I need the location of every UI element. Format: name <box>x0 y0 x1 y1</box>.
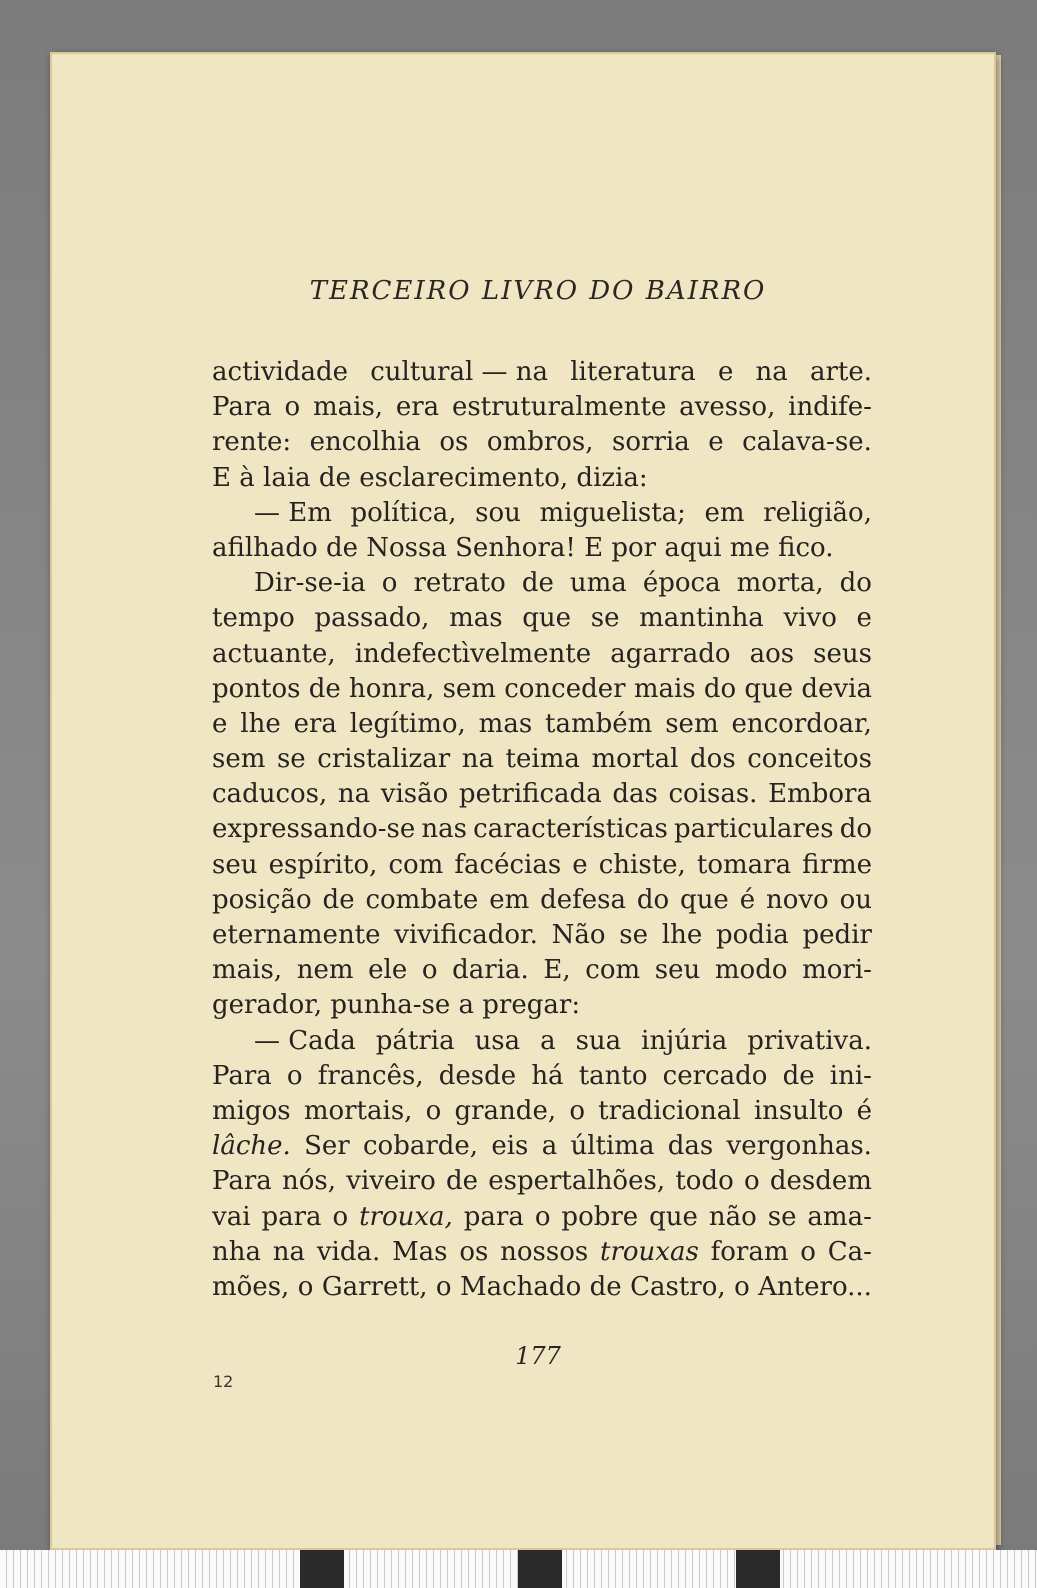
word: caducos, <box>212 779 328 810</box>
word: Embora <box>768 779 872 810</box>
word: na <box>337 779 371 810</box>
signature-mark: 12 <box>213 1372 234 1391</box>
word: o <box>743 1166 760 1197</box>
word: passado, <box>314 603 430 634</box>
word: Dir-se-ia <box>254 568 366 599</box>
word: desdem <box>769 1166 872 1197</box>
word: ele <box>368 955 408 986</box>
word: mais, <box>312 392 384 423</box>
word: nas <box>421 814 467 845</box>
word: do <box>839 568 872 599</box>
word: é <box>739 884 756 915</box>
word: viveiro <box>346 1166 436 1197</box>
word: o <box>534 1201 551 1232</box>
word: mas <box>478 708 533 739</box>
word: podia <box>716 920 789 950</box>
word: e <box>708 427 724 458</box>
word: sua <box>575 1025 622 1056</box>
text-line <box>212 425 872 460</box>
word: também <box>545 708 653 739</box>
word: combate <box>365 884 479 915</box>
italic-word: lâche. <box>212 1131 291 1162</box>
word: foram <box>710 1236 789 1267</box>
text-line <box>212 531 872 566</box>
word: agarrado <box>610 638 731 669</box>
word: tempo <box>212 603 295 634</box>
word: afilhado de Nossa Senhora! E por aqui me fico. <box>212 532 834 563</box>
word: ombros, <box>486 427 594 458</box>
italic-word: trouxas <box>600 1236 699 1267</box>
word: religião, <box>763 497 872 528</box>
word: Para <box>212 392 272 423</box>
word: literatura <box>570 357 696 387</box>
text-line <box>212 1059 872 1094</box>
text-line <box>212 742 872 777</box>
text-line <box>212 1270 872 1305</box>
word: cristalizar <box>317 744 451 775</box>
word: chiste, <box>598 849 686 880</box>
word: lhe <box>240 708 281 739</box>
text-line <box>212 1024 872 1059</box>
word: defesa <box>540 884 626 915</box>
ruler-block <box>736 1550 780 1588</box>
word: para <box>463 1201 524 1232</box>
word: o <box>425 1095 442 1126</box>
word: de <box>322 884 355 915</box>
word: sou <box>475 497 521 528</box>
word: vivo <box>783 603 837 634</box>
text-line <box>212 918 872 953</box>
text-line <box>212 1200 872 1235</box>
text-line <box>212 496 872 531</box>
word: das <box>667 1131 714 1162</box>
text-line <box>212 812 872 847</box>
word: encolhia <box>309 427 421 458</box>
word: gerador, punha-se a pregar: <box>212 990 581 1021</box>
word: Garrett, <box>321 1271 428 1302</box>
word: das <box>612 779 658 810</box>
word: indife- <box>788 392 872 423</box>
word: ini- <box>829 1060 872 1091</box>
word: de <box>521 568 554 599</box>
word: o <box>800 1236 816 1267</box>
word: de <box>589 1271 622 1302</box>
word: o <box>421 955 438 986</box>
word: e <box>717 357 734 387</box>
word: Para <box>212 1166 272 1197</box>
ruler-block <box>518 1550 562 1588</box>
word: espírito, <box>268 849 378 880</box>
word: espertalhões, <box>488 1166 666 1197</box>
word: não <box>708 1201 757 1232</box>
word: injúria <box>641 1025 728 1056</box>
word: mori- <box>802 955 872 986</box>
word: modo <box>714 955 788 986</box>
word: pátria <box>375 1025 455 1056</box>
text-line <box>212 1235 872 1270</box>
word: Ser <box>304 1131 350 1162</box>
text-line <box>212 1164 872 1199</box>
word: mais <box>633 673 696 704</box>
word: vivificador. <box>394 920 538 950</box>
text-line <box>212 988 872 1023</box>
word: última <box>570 1131 655 1162</box>
word: mortal <box>591 744 679 775</box>
word: actuante, <box>212 638 336 669</box>
text-line <box>212 1129 872 1164</box>
word: com <box>388 849 444 880</box>
word: que <box>744 673 794 704</box>
word: que <box>522 603 572 634</box>
word: todo <box>675 1166 734 1197</box>
word: posição <box>212 884 312 915</box>
word: política, <box>350 497 457 528</box>
word: é <box>856 1095 872 1126</box>
word: mas <box>449 603 503 634</box>
word: grande, <box>454 1095 557 1126</box>
word: dos <box>690 744 736 775</box>
word: o <box>734 1271 750 1302</box>
word: Para <box>212 1060 272 1091</box>
text-line <box>212 707 872 742</box>
word: que <box>649 1201 698 1232</box>
word: o <box>297 1271 314 1302</box>
word: tradicional <box>598 1095 741 1126</box>
word: teima <box>505 744 580 775</box>
word: coisas. <box>668 779 758 810</box>
word: lhe <box>661 920 703 950</box>
word: para <box>261 1201 322 1232</box>
word: sem <box>212 744 266 775</box>
word: características <box>473 814 668 845</box>
word: o <box>332 1201 349 1232</box>
word: tomara <box>696 849 792 880</box>
word: honra, <box>349 673 435 704</box>
word: avesso, <box>679 392 776 423</box>
word: conceder <box>504 673 626 704</box>
word: o <box>569 1095 585 1126</box>
word: usa <box>474 1025 521 1056</box>
word: e <box>856 603 872 634</box>
word: ama- <box>807 1201 872 1232</box>
word: vida. <box>316 1236 381 1267</box>
page-number: 177 <box>515 1342 561 1370</box>
word: arte. <box>809 357 872 387</box>
text-line <box>212 390 872 425</box>
word: o <box>284 392 301 423</box>
word: ou <box>839 884 872 915</box>
word: era <box>293 708 337 739</box>
word: há <box>531 1060 564 1091</box>
word: do <box>839 814 872 845</box>
word <box>359 1200 453 1235</box>
word: facécias <box>454 849 562 880</box>
word: sem <box>442 673 496 704</box>
word: E à laia de esclarecimento, dizia: <box>212 462 648 493</box>
word: cercado <box>662 1060 768 1091</box>
word: mortais, <box>303 1095 413 1126</box>
word: francês, <box>317 1060 424 1091</box>
word: E, <box>543 955 571 986</box>
word: seus <box>813 638 872 669</box>
ruler-block <box>300 1550 344 1588</box>
word: petrificada <box>458 779 602 810</box>
word: com <box>585 955 641 986</box>
word <box>212 1129 291 1164</box>
word: — Cada <box>254 1025 356 1056</box>
word: privativa. <box>747 1025 872 1056</box>
word: calava-se. <box>742 427 872 458</box>
text-line <box>212 953 872 988</box>
word: cobarde, <box>362 1131 479 1162</box>
word: era <box>395 392 440 423</box>
word: na <box>272 1236 306 1267</box>
word: encordoar, <box>731 708 872 739</box>
word: de <box>445 1166 478 1197</box>
word: a <box>541 1131 558 1162</box>
word: insulto <box>753 1095 844 1126</box>
word: vai <box>212 1201 251 1232</box>
word: daria. <box>452 955 529 986</box>
word: desde <box>438 1060 517 1091</box>
word: conceitos <box>747 744 872 775</box>
word: vergonhas. <box>726 1131 872 1162</box>
text-line <box>212 601 872 636</box>
word: Mas <box>392 1236 448 1267</box>
word: aos <box>749 638 795 669</box>
word: actividade <box>212 357 349 387</box>
word: — Em <box>254 497 332 528</box>
word: se <box>619 920 649 950</box>
word: o <box>286 1060 303 1091</box>
word: Antero... <box>758 1271 872 1302</box>
word: época <box>642 568 721 599</box>
word: se <box>767 1201 797 1232</box>
word <box>600 1235 699 1270</box>
text-line <box>212 461 872 496</box>
word: uma <box>569 568 627 599</box>
word: Não <box>551 920 606 950</box>
word: mais, <box>212 955 283 986</box>
word: se <box>590 603 620 634</box>
word: mões, <box>212 1271 290 1302</box>
word: pedir <box>802 920 872 950</box>
word: eis <box>491 1131 529 1162</box>
text-line <box>212 672 872 707</box>
word: e <box>572 849 588 880</box>
word: mantinha <box>639 603 764 634</box>
word: novo <box>765 884 829 915</box>
text-line <box>212 848 872 883</box>
word: o <box>381 568 398 599</box>
word: os <box>459 1236 489 1267</box>
word: seu <box>654 955 701 986</box>
word: Machado <box>460 1271 582 1302</box>
word: expressando-se <box>212 814 416 845</box>
word: miguelista; <box>539 497 686 528</box>
text-line <box>212 777 872 812</box>
word: os <box>439 427 469 458</box>
word: de <box>782 1060 815 1091</box>
word: nha <box>212 1236 261 1267</box>
text-line <box>212 637 872 672</box>
word: estruturalmente <box>451 392 667 423</box>
word: e <box>212 708 228 739</box>
text-line <box>212 883 872 918</box>
word: que <box>680 884 729 915</box>
running-title: TERCEIRO LIVRO DO BAIRRO <box>309 276 767 306</box>
word: rente: <box>212 427 292 458</box>
word: nós, <box>282 1166 337 1197</box>
word: migos <box>212 1095 291 1126</box>
word: do <box>703 673 737 704</box>
word: Ca- <box>827 1236 872 1267</box>
word: o <box>435 1271 452 1302</box>
word: nossos <box>500 1236 589 1267</box>
word: eternamente <box>212 920 381 950</box>
word: sorria <box>612 427 690 458</box>
word: a <box>540 1025 556 1056</box>
word: pontos <box>212 673 301 704</box>
word: devia <box>801 673 872 704</box>
word: do <box>636 884 670 915</box>
word: pobre <box>561 1201 639 1232</box>
word: na <box>755 357 788 387</box>
italic-word: trouxa, <box>359 1201 453 1232</box>
word: de <box>308 673 341 704</box>
word: firme <box>802 849 872 880</box>
word: na <box>461 744 494 775</box>
word: em <box>489 884 530 915</box>
word: indefectìvelmente <box>354 638 592 669</box>
text-line <box>212 566 872 601</box>
word: visão <box>380 779 449 810</box>
word: tanto <box>578 1060 648 1091</box>
text-line <box>212 1094 872 1129</box>
word: sem <box>665 708 719 739</box>
word: retrato <box>413 568 506 599</box>
word: seu <box>212 849 258 880</box>
word: em <box>704 497 745 528</box>
word: cultural — na <box>370 357 549 387</box>
book-page <box>50 52 996 1550</box>
text-line <box>212 355 872 390</box>
word: se <box>276 744 306 775</box>
body-text <box>212 355 872 1305</box>
word: particulares <box>673 814 834 845</box>
word: Castro, <box>630 1271 726 1302</box>
word: morta, <box>736 568 824 599</box>
word: nem <box>296 955 354 986</box>
word: legítimo, <box>349 708 466 739</box>
